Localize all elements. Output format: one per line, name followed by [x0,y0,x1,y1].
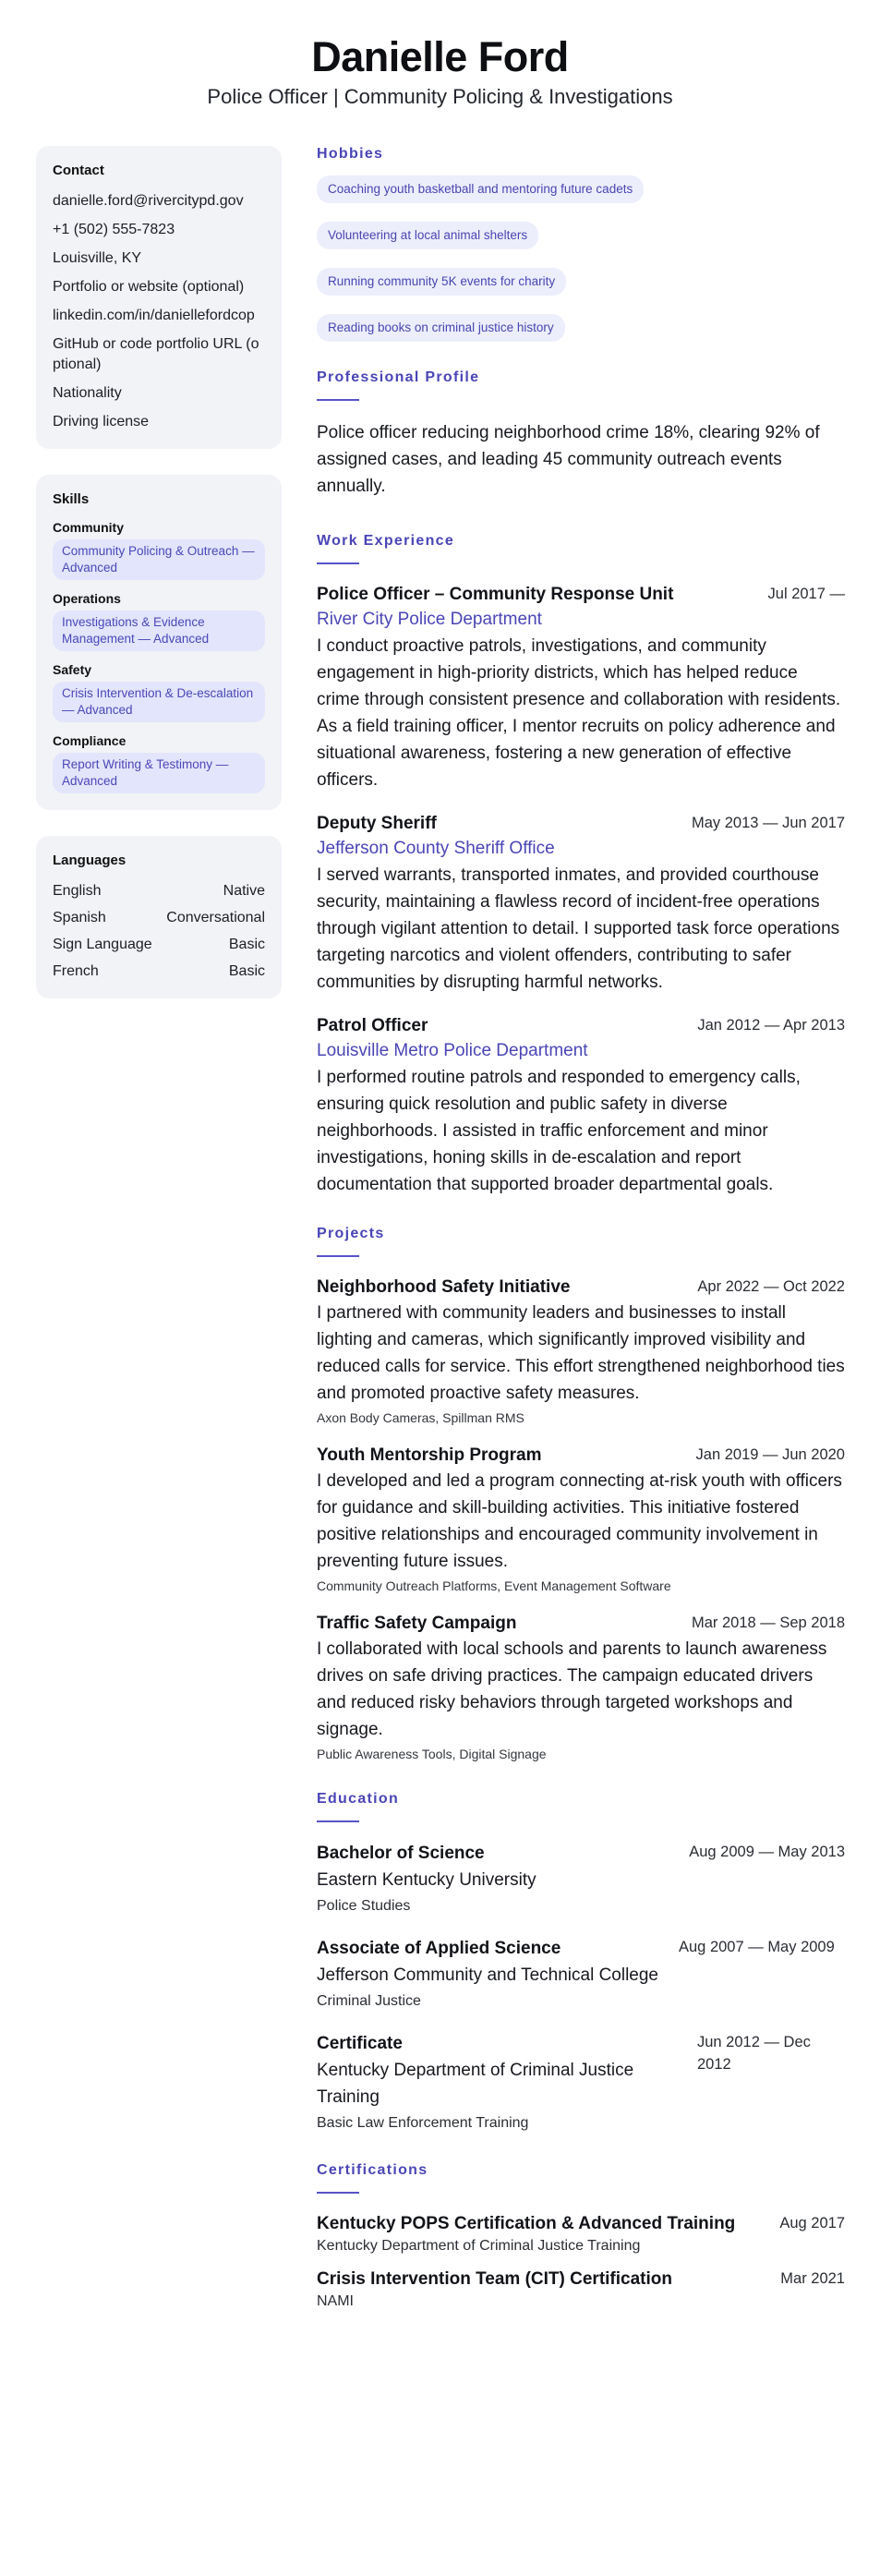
education-dates: Jun 2012 — Dec 2012 [697,2034,811,2073]
job-title: Deputy Sheriff [317,814,437,833]
experience-entry [317,812,845,996]
contact-phone[interactable]: +1 (502) 555-7823 [53,222,175,237]
job-employer: River City Police Department [317,610,542,629]
project-title: Youth Mentorship Program [317,1445,542,1465]
project-title: Neighborhood Safety Initiative [317,1277,571,1297]
contact-linkedin[interactable]: linkedin.com/in/daniellefordcop [53,308,255,323]
language-name: English [53,883,102,899]
language-level: Conversational [166,910,265,925]
certification-name: Crisis Intervention Team (CIT) Certification [317,2269,672,2289]
project-description: I collaborated with local schools and parents to launch awareness drives on safe driving practices. The campaign educated drivers and reduced risky behaviors through targeted workshops and signage. [317,1639,827,1739]
profile-summary: Police officer reducing neighborhood crime 18%, clearing 92% of assigned cases, and leading 45 community outreach events annually. [317,423,820,496]
certification-name: Kentucky POPS Certification & Advanced Training [317,2214,736,2233]
job-employer: Louisville Metro Police Department [317,1041,588,1060]
contact-portfolio[interactable]: Portfolio or website (optional) [53,279,245,295]
skill-group-name: Compliance [53,733,127,748]
education-section [317,1791,845,2135]
skill-group [53,733,265,793]
project-entry [317,1612,845,1763]
section-divider [317,2192,359,2194]
education-entry [317,2031,845,2135]
institution: Kentucky Department of Criminal Justice Training [317,2061,634,2107]
skills-heading: Skills [53,491,90,507]
contact-email[interactable]: danielle.ford@rivercitypd.gov [53,193,244,209]
certification-issuer: NAMI [317,2293,354,2309]
certification-entry [317,2212,845,2256]
skill-pill: Crisis Intervention & De-escalation — Advanced [53,682,265,722]
project-tools: Public Awareness Tools, Digital Signage [317,1747,547,1761]
contact-github[interactable]: GitHub or code portfolio URL (optional) [53,336,259,372]
main-content [317,146,845,2340]
section-heading: Hobbies [317,146,384,162]
skill-group [53,662,265,722]
institution: Jefferson Community and Technical College [317,1965,658,1985]
section-heading: Projects [317,1226,385,1241]
candidate-name: Danielle Ford [311,33,569,80]
job-description: I performed routine patrols and responded to emergency calls, ensuring quick resolution and public safety in diverse neighborhoods. I assisted in traffic enforcement and minor investigations, honing skills in de-escalation and report documentation that supported broader departmental goals. [317,1068,801,1194]
certification-issuer: Kentucky Department of Criminal Justice Training [317,2238,641,2254]
degree: Bachelor of Science [317,1844,485,1863]
certification-date: Mar 2021 [780,2270,845,2287]
certification-entry [317,2268,845,2312]
experience-entry [317,1014,845,1198]
contact-driving-license: Driving license [53,414,150,429]
hobby-list [317,175,845,342]
section-divider [317,1820,359,1822]
languages-heading: Languages [53,853,127,868]
hobby-pill: Running community 5K events for charity [317,268,566,296]
education-entry [317,1841,845,1917]
skill-group-name: Operations [53,591,121,606]
job-title: Police Officer – Community Response Unit [317,585,674,604]
field-of-study: Police Studies [317,1898,411,1914]
hobby-pill: Coaching youth basketball and mentoring future cadets [317,175,644,203]
hobby-pill: Volunteering at local animal shelters [317,222,538,249]
certifications-section [317,2162,845,2312]
degree: Certificate [317,2034,403,2053]
candidate-title: Police Officer | Community Policing & Investigations [207,85,673,108]
skills-card [36,475,282,810]
job-title: Patrol Officer [317,1016,428,1035]
skill-group [53,591,265,651]
job-description: I served warrants, transported inmates, and provided courthouse security, maintaining a flawless record of incident-free operations through vigilant attention to detail. I supported task force operations targeting narcotics and violent offenders, contributing to safer communities by disrupting harmful networks. [317,865,840,992]
section-divider [317,562,359,564]
section-heading: Professional Profile [317,369,480,385]
section-divider [317,1255,359,1257]
skill-group-name: Community [53,520,124,535]
project-entry [317,1444,845,1595]
hobby-pill: Reading books on criminal justice history [317,314,565,342]
education-dates: Aug 2007 — May 2009 [679,1939,835,1955]
language-level: Basic [228,963,265,979]
job-dates: May 2013 — Jun 2017 [691,815,845,831]
language-row [53,881,265,901]
skill-pill: Community Policing & Outreach — Advanced [53,539,265,580]
skill-group-name: Safety [53,662,92,677]
degree: Associate of Applied Science [317,1939,561,1958]
language-row [53,935,265,955]
field-of-study: Criminal Justice [317,1993,421,2009]
project-description: I developed and led a program connecting at-risk youth with officers for guidance and skill-building activities. This initiative fostered positive relationships and encouraged community involvement in preventing future issues. [317,1471,842,1571]
education-entry [317,1936,845,2013]
job-employer: Jefferson County Sheriff Office [317,839,555,858]
profile-section [317,369,845,500]
project-tools: Axon Body Cameras, Spillman RMS [317,1410,524,1425]
resume-header [0,0,880,111]
project-title: Traffic Safety Campaign [317,1614,517,1633]
education-dates: Aug 2009 — May 2013 [689,1844,845,1860]
contact-heading: Contact [53,163,104,178]
language-name: Spanish [53,910,106,925]
language-name: Sign Language [53,937,152,952]
section-heading: Certifications [317,2162,428,2178]
experience-entry [317,583,845,793]
language-row [53,908,265,928]
hobbies-section [317,146,845,342]
job-dates: Jan 2012 — Apr 2013 [697,1017,845,1034]
project-tools: Community Outreach Platforms, Event Management Software [317,1578,671,1593]
projects-section [317,1226,845,1763]
sidebar [36,146,282,1024]
section-heading: Education [317,1791,400,1807]
project-description: I partnered with community leaders and businesses to install lighting and cameras, which significantly improved visibility and reduced calls for service. This effort strengthened neighborhood ties and promoted proactive safety measures. [317,1303,845,1403]
contact-nationality: Nationality [53,385,122,401]
language-level: Native [223,883,265,899]
institution: Eastern Kentucky University [317,1870,536,1890]
project-entry [317,1276,845,1427]
job-description: I conduct proactive patrols, investigations, and community engagement in high-priority districts, which has helped reduce crime through consistent presence and collaboration with residents. As a field training officer, I mentor recruits on policy adherence and situational awareness, fostering a new generation of effective officers. [317,636,841,790]
job-dates: Jul 2017 — [767,586,845,602]
contact-location: Louisville, KY [53,250,142,266]
language-name: French [53,963,99,979]
project-dates: Mar 2018 — Sep 2018 [691,1615,845,1631]
project-dates: Jan 2019 — Jun 2020 [695,1446,845,1463]
section-heading: Work Experience [317,533,455,549]
field-of-study: Basic Law Enforcement Training [317,2115,529,2131]
languages-card [36,836,282,998]
language-level: Basic [228,937,265,952]
language-row [53,961,265,982]
project-dates: Apr 2022 — Oct 2022 [697,1278,845,1295]
skill-pill: Report Writing & Testimony — Advanced [53,753,265,793]
skill-pill: Investigations & Evidence Management — Advanced [53,611,265,651]
experience-section [317,533,845,1198]
skill-group [53,520,265,580]
contact-card [36,146,282,449]
section-divider [317,399,359,401]
certification-date: Aug 2017 [779,2215,845,2231]
